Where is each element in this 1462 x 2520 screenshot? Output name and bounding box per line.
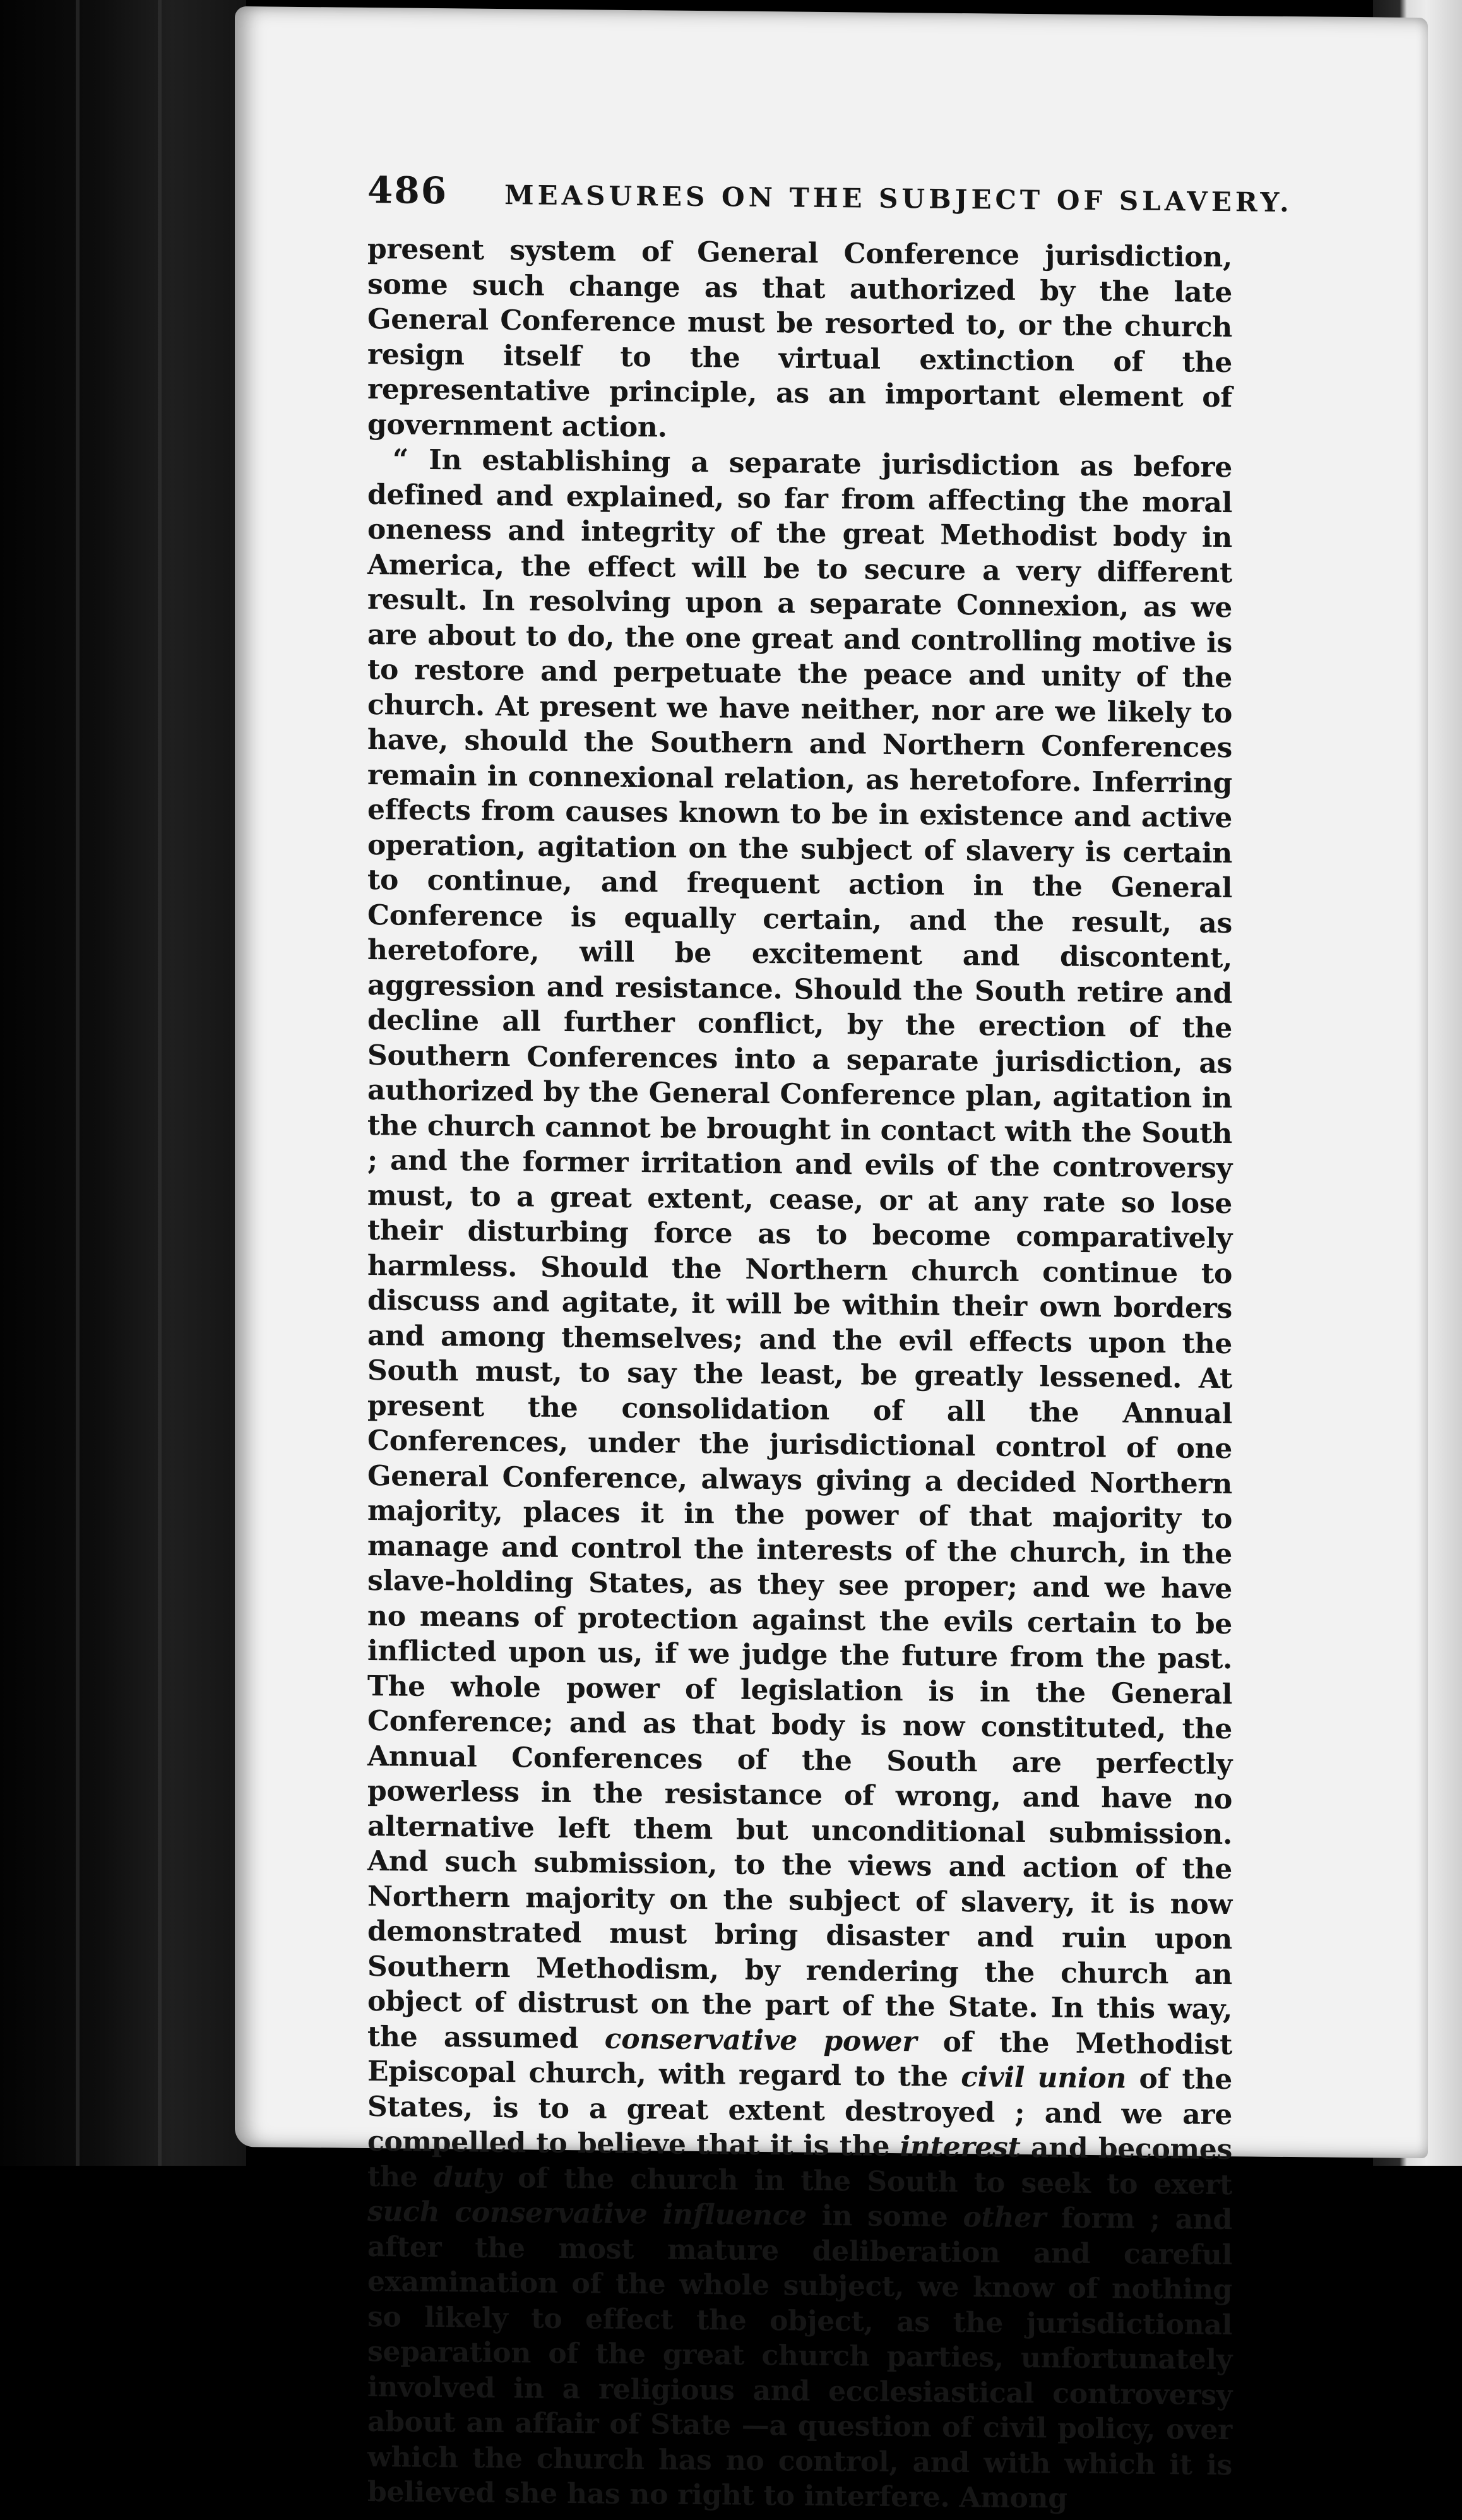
italic-phrase: duty bbox=[434, 2161, 502, 2194]
page-number: 486 bbox=[367, 169, 448, 213]
italic-phrase: such conservative influence bbox=[367, 2195, 807, 2232]
italic-phrase: other bbox=[963, 2201, 1046, 2235]
text-run: of the States, is to a great extent destroyed ; and we are compelled to believe that it is the bbox=[367, 2062, 1232, 2163]
italic-phrase: interest bbox=[900, 2130, 1021, 2164]
italic-phrase: civil union bbox=[961, 2061, 1127, 2095]
body-text bbox=[367, 232, 1232, 2518]
book-spine bbox=[0, 0, 246, 2166]
running-head: MEASURES ON THE SUBJECT OF SLAVERY. bbox=[504, 179, 1293, 218]
spine-stripe bbox=[158, 0, 162, 2166]
text-run: “ In establishing a separate jurisdiction as before defined and explained, so far from affecting the moral oneness and integrity of the great Methodist body in America, the effect will be to secure a very different result. In resolving upon a separate Connexion, as we are about to do, the one great and controlling motive is to restore and perpetuate the peace and unity of the church. At present we have neither, nor are we likely to have, should the Southern and Northern Conferences remain in connexional relation, as heretofore. Inferring effects from causes known to be in existence and active operation, agitation on the subject of slavery is certain to continue, and frequent action in the General Conference is equally certain, and the result, as heretofore, will be excitement and discontent, aggression and resistance. Should the South retire and decline all further conflict, by the erection of the Southern Conferences into a separate jurisdiction, as authorized by the General Conference plan, agitation in the church cannot be brought in contact with the South ; and the former irritation and evils of the controversy must, to a great extent, cease, or at any rate so lose their disturbing force as to become comparatively harmless. Should the Northern church continue to discuss and agitate, it will be within their own borders and among themselves; and the evil effects upon the South must, to say the least, be greatly lessened. At present the consolidation of all the Annual Conferences, under the jurisdictional control of one General Conference, always giving a decided Northern majority, places it in the power of that majority to manage and control the interests of the church, in the slave-holding States, as they see proper; and we have no means of protection against the evils certain to be inflicted upon us, if we judge the future from the past. The whole power of legislation is in the General Conference; and as that body is now constituted, the Annual Conferences of the South are perfectly powerless in the resistance of wrong, and have no alternative left them but unconditional submission. And such submission, to the views and action of the Northern majority on the subject of slavery, it is now demonstrated must bring disaster and ruin upon Southern Methodism, by rendering the church an object of distrust on the part of the State. In this way, the assumed bbox=[367, 443, 1232, 2055]
text-run: and becomes the bbox=[367, 2132, 1232, 2194]
italic-phrase: conservative power bbox=[604, 2022, 917, 2058]
spine-stripe bbox=[76, 0, 80, 2166]
paragraph: present system of General Conference jurisdiction, some such change as that authorized by the late General Conference must be resorted to, or the church resign itself to the virtual extinction of the representative principle, as an important element of government action. bbox=[367, 233, 1232, 444]
text-run: in some bbox=[821, 2199, 948, 2233]
text-run: form ; and after the most mature deliberation and careful examination of the whole subject, we know of nothing so likely to effect the object, as the jurisdictional separation of the great church parties, unfortunately involved in a religious and ecclesiastical controversy about an affair of State —a question of civil policy, over which the church has no control, and with which it is believed she has no right to interfere. Among bbox=[367, 2202, 1232, 2515]
text-run: of the Methodist Episcopal church, with regard to the bbox=[367, 2026, 1232, 2093]
text-run: of the church in the South to seek to exert bbox=[518, 2161, 1232, 2201]
text-block bbox=[367, 169, 1293, 2518]
book-page bbox=[235, 6, 1428, 2515]
paragraph bbox=[367, 442, 1232, 2518]
page-header bbox=[367, 169, 1293, 240]
